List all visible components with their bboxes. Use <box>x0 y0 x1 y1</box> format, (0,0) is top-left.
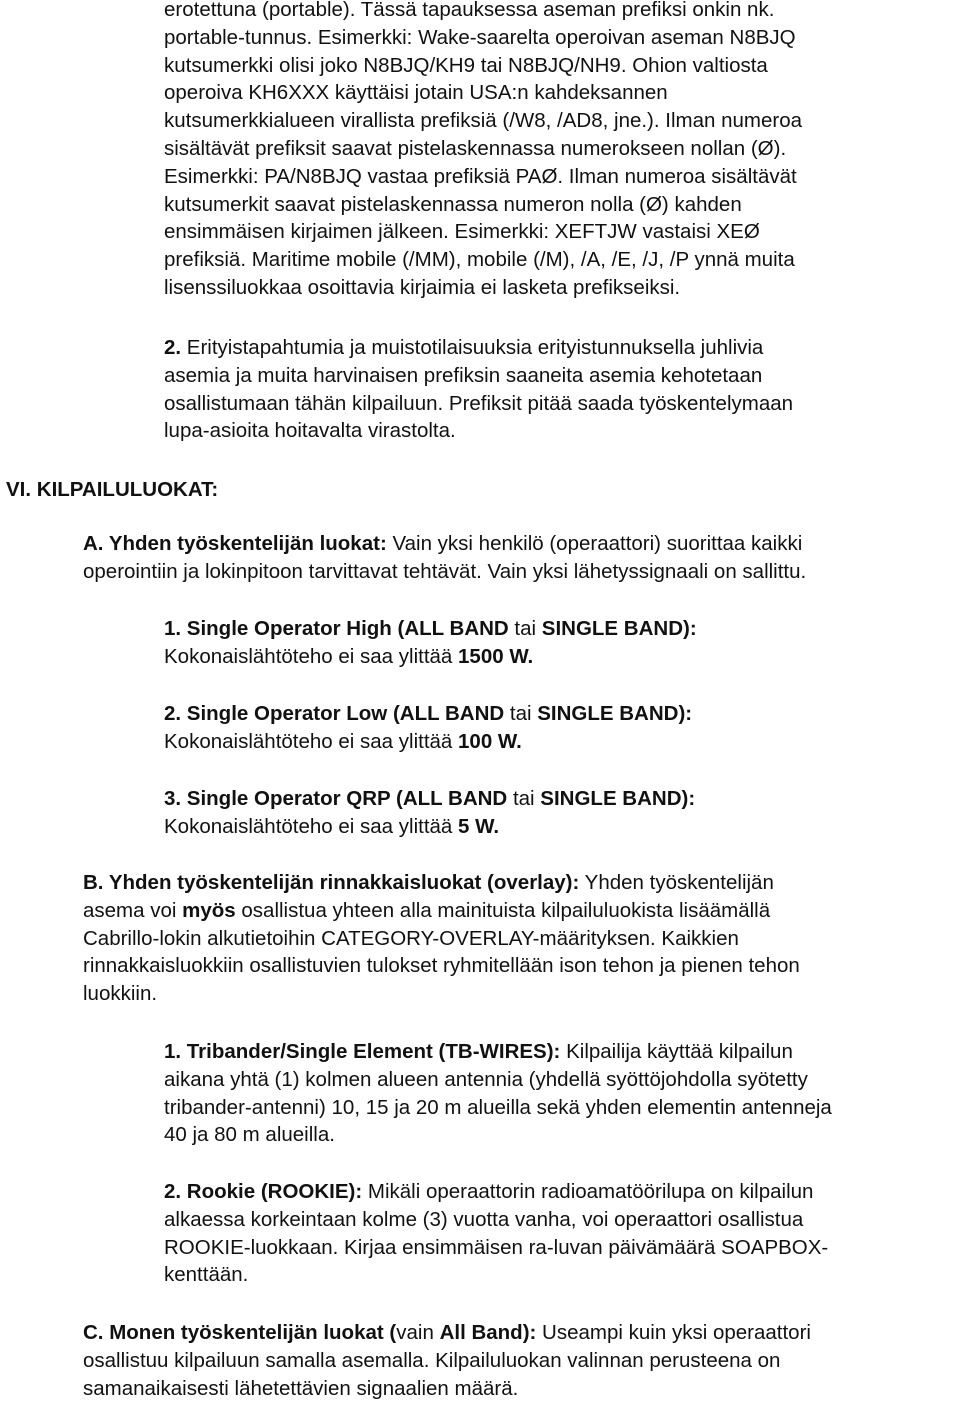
text-line <box>164 728 692 756</box>
text-line: kutsumerkki olisi joko N8BJQ/KH9 tai N8BJQ/NH9. Ohion valtiosta <box>164 53 768 77</box>
text-line: kutsumerkkialueen virallista prefiksiä (/W8, /AD8, jne.). Ilman numeroa <box>164 109 803 133</box>
item-title: SINGLE BAND): <box>540 787 696 810</box>
text-line: asemia ja muita harvinaisen prefiksin saaneita asemia kehotetaan <box>164 363 763 387</box>
text-line <box>83 530 806 558</box>
item-number: 2. <box>164 336 182 359</box>
text-run: Kokonaislähtöteho ei saa ylittää <box>164 814 459 838</box>
text-line <box>164 334 793 362</box>
text-line: ensimmäisen kirjaimen jälkeen. Esimerkki: XEFTJW vastaisi XEØ <box>164 220 760 244</box>
class-b-item-2 <box>164 1178 828 1289</box>
power-limit: 1500 W. <box>458 644 534 668</box>
text-run: tai <box>507 787 541 810</box>
text-line <box>164 700 692 728</box>
text-line <box>83 897 800 925</box>
text-line <box>164 785 695 813</box>
text-line: Cabrillo-lokin alkutietoihin CATEGORY-OVERLAY-määrityksen. Kaikkien <box>83 926 739 950</box>
text-line: lupa-asioita hoitavalta virastolta. <box>164 419 456 443</box>
text-line: ROOKIE-luokkaan. Kirjaa ensimmäisen ra-luvan päivämäärä SOAPBOX- <box>164 1235 829 1259</box>
text-run: Useampi kuin yksi operaattori <box>536 1321 811 1344</box>
class-c-label: All Band): <box>439 1321 537 1344</box>
item-title: 2. Single Operator Low (ALL BAND <box>164 702 505 725</box>
text-run: Kokonaislähtöteho ei saa ylittää <box>164 729 459 753</box>
text-line: aikana yhtä (1) kolmen alueen antennia (yhdellä syöttöjohdolla syötetty <box>164 1067 808 1091</box>
text-run: Yhden työskentelijän <box>579 871 774 894</box>
item-title: SINGLE BAND): <box>537 702 693 725</box>
item-title: 2. Rookie (ROOKIE): <box>164 1180 363 1203</box>
text-line: kutsumerkit saavat pistelaskennassa numeron nolla (Ø) kahden <box>164 192 742 216</box>
text-line <box>164 643 697 671</box>
text-line: osallistumaan tähän kilpailuun. Prefiksit pitää saada työskentelymaan <box>164 391 794 415</box>
class-a-item-3 <box>164 785 695 841</box>
text-line: operoiva KH6XXX käyttäisi jotain USA:n kahdeksannen <box>164 81 668 105</box>
text-line <box>164 1178 828 1206</box>
text-line: portable-tunnus. Esimerkki: Wake-saarelta operoivan aseman N8BJQ <box>164 25 796 49</box>
item-title: SINGLE BAND): <box>541 617 697 640</box>
power-limit: 100 W. <box>458 729 522 753</box>
text-line <box>164 813 695 841</box>
text-line <box>164 1038 832 1066</box>
class-c-label: C. Monen työskentelijän luokat ( <box>83 1321 397 1344</box>
text-line: luokkiin. <box>83 982 158 1006</box>
text-run: asema voi <box>83 898 183 922</box>
text-run: Kokonaislähtöteho ei saa ylittää <box>164 644 459 668</box>
text-line: kenttään. <box>164 1263 249 1287</box>
intro-paragraph <box>164 0 802 302</box>
special-stations-paragraph <box>164 334 793 445</box>
text-run: tai <box>504 702 538 725</box>
text-line: samanaikaisesti lähetettävien signaalien määrä. <box>83 1376 519 1400</box>
text-line: 40 ja 80 m alueilla. <box>164 1123 335 1147</box>
section-heading: VI. KILPAILULUOKAT: <box>6 478 219 501</box>
emphasis: myös <box>182 898 236 922</box>
text-line: alkaessa korkeintaan kolme (3) vuotta vanha, voi operaattori osallistua <box>164 1207 804 1231</box>
item-title: 1. Single Operator High (ALL BAND <box>164 617 509 640</box>
text-run: vain <box>396 1321 440 1344</box>
class-a-paragraph <box>83 530 806 586</box>
text-run: Erityistapahtumia ja muistotilaisuuksia erityistunnuksella juhlivia <box>181 336 764 359</box>
text-line <box>164 615 697 643</box>
text-line: rinnakkaisluokkiin osallistuvien tulokset ryhmitellään ison tehon ja pienen tehon <box>83 954 800 978</box>
class-a-item-2 <box>164 700 692 756</box>
text-line: lisenssiluokkaa osoittavia kirjaimia ei lasketa prefikseiksi. <box>164 275 681 299</box>
class-b-item-1 <box>164 1038 832 1149</box>
text-run: tai <box>508 617 542 640</box>
text-line: sisältävät prefiksit saavat pistelaskennassa numerokseen nollan (Ø). <box>164 136 787 160</box>
text-line: tribander-antenni) 10, 15 ja 20 m alueilla sekä yhden elementin antenneja <box>164 1095 832 1119</box>
class-a-label: A. Yhden työskentelijän luokat: <box>83 532 387 555</box>
text-line: Esimerkki: PA/N8BJQ vastaa prefiksiä PAØ. Ilman numeroa sisältävät <box>164 164 797 188</box>
item-title: 3. Single Operator QRP (ALL BAND <box>164 787 508 810</box>
text-run: Kilpailija käyttää kilpailun <box>560 1040 793 1063</box>
class-a-item-1 <box>164 615 697 671</box>
item-title: 1. Tribander/Single Element (TB-WIRES): <box>164 1040 561 1063</box>
class-c-paragraph <box>83 1319 811 1402</box>
text-line <box>83 1319 811 1347</box>
power-limit: 5 W. <box>458 814 500 838</box>
text-line: prefiksiä. Maritime mobile (/MM), mobile (/M), /A, /E, /J, /P ynnä muita <box>164 248 795 272</box>
text-line: osallistuu kilpailuun samalla asemalla. Kilpailuluokan valinnan perusteena on <box>83 1348 781 1372</box>
class-b-paragraph <box>83 869 800 1008</box>
text-line: erotettuna (portable). Tässä tapauksessa aseman prefiksi onkin nk. <box>164 0 775 21</box>
class-b-label: B. Yhden työskentelijän rinnakkaisluokat (overlay): <box>83 871 580 894</box>
text-run: Mikäli operaattorin radioamatöörilupa on kilpailun <box>362 1180 814 1203</box>
text-run: osallistua yhteen alla mainituista kilpailuluokista lisäämällä <box>235 898 771 922</box>
text-line: operointiin ja lokinpitoon tarvittavat tehtävät. Vain yksi lähetyssignaali on sallittu. <box>83 559 807 583</box>
text-run: Vain yksi henkilö (operaattori) suorittaa kaikki <box>386 532 803 555</box>
text-line <box>83 869 800 897</box>
